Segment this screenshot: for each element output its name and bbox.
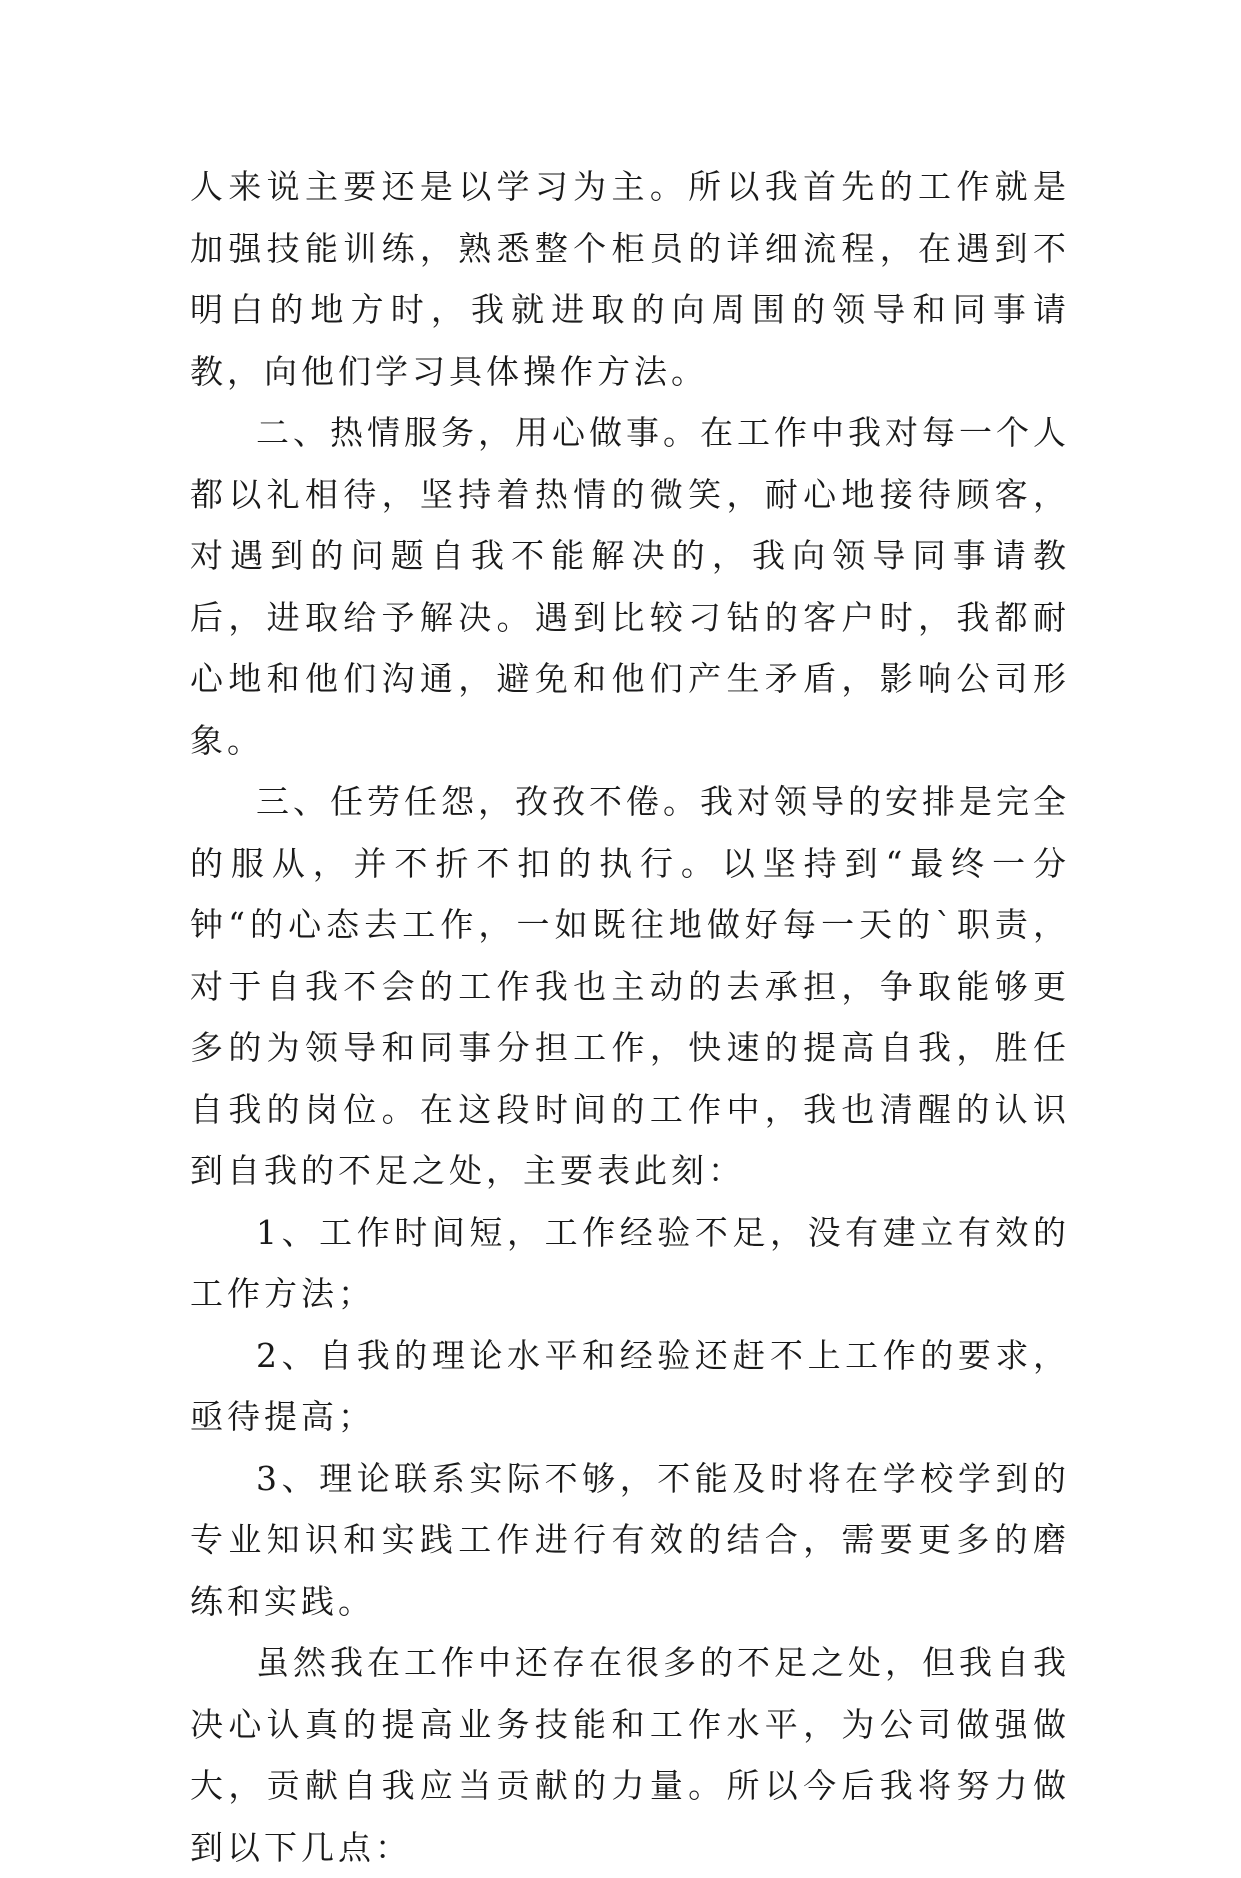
paragraph-4: 虽然我在工作中还存在很多的不足之处，但我自我决心认真的提高业务技能和工作水平，为公司做强做大，贡献自我应当贡献的力量。所以今后我将努力做到以下几点：: [190, 1643, 1070, 1867]
list-item-2: 2、自我的理论水平和经验还赶不上工作的要求，亟待提高；: [190, 1335, 1070, 1436]
list-item-1: 1、工作时间短，工作经验不足，没有建立有效的工作方法；: [190, 1212, 1070, 1313]
list-item-3: 3、理论联系实际不够，不能及时将在学校学到的专业知识和实践工作进行有效的结合，需要更多的磨练和实践。: [190, 1458, 1070, 1621]
paragraph-1: 人来说主要还是以学习为主。所以我首先的工作就是加强技能训练，熟悉整个柜员的详细流程，在遇到不明白的地方时，我就进取的向周围的领导和同事请教，向他们学习具体操作方法。: [190, 167, 1070, 391]
paragraph-3: 三、任劳任怨，孜孜不倦。我对领导的安排是完全的服从，并不折不扣的执行。以坚持到“最终一分钟“的心态去工作，一如既往地做好每一天的`职责，对于自我不会的工作我也主动的去承担，争取能够更多的为领导和同事分担工作，快速的提高自我，胜任自我的岗位。在这段时间的工作中，我也清醒的认识到自我的不足之处，主要表此刻：: [190, 782, 1070, 1190]
document-body: [190, 156, 1070, 1878]
paragraph-2: 二、热情服务，用心做事。在工作中我对每一个人都以礼相待，坚持着热情的微笑，耐心地接待顾客，对遇到的问题自我不能解决的，我向领导同事请教后，进取给予解决。遇到比较刁钻的客户时，我都耐心地和他们沟通，避免和他们产生矛盾，影响公司形象。: [190, 413, 1070, 760]
